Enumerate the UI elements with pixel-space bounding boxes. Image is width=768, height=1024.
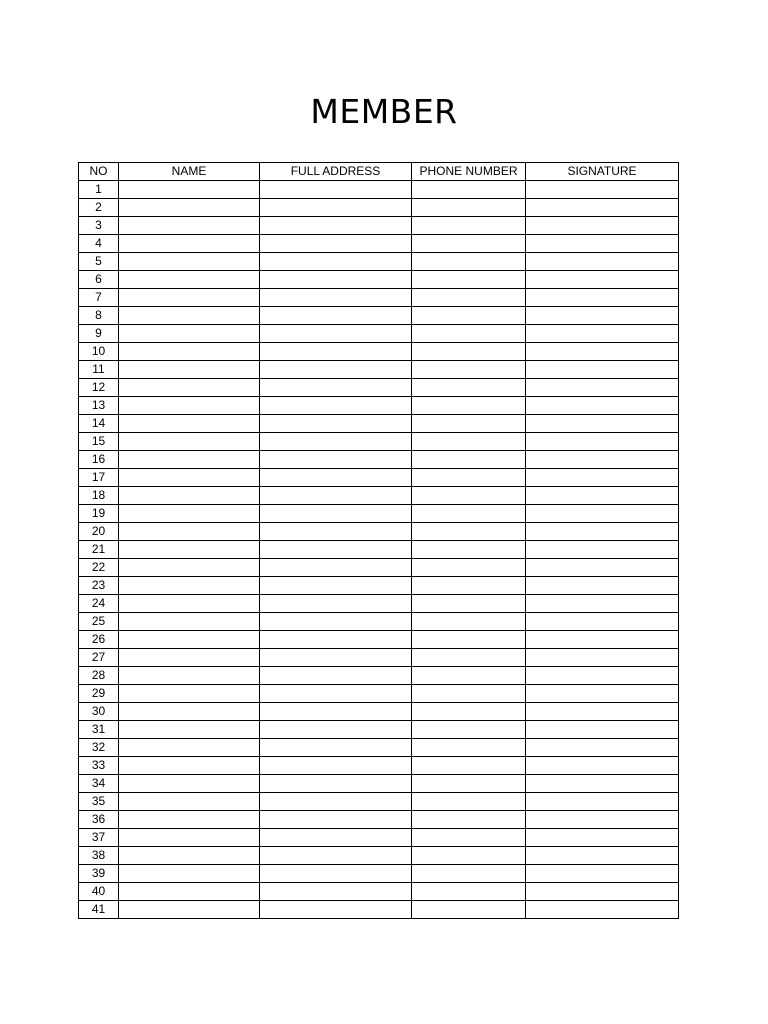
row-number: 28 xyxy=(79,667,119,685)
full-address-cell xyxy=(260,523,412,541)
full-address-cell xyxy=(260,685,412,703)
full-address-cell xyxy=(260,379,412,397)
phone-number-cell xyxy=(412,577,526,595)
row-number: 1 xyxy=(79,181,119,199)
full-address-cell xyxy=(260,199,412,217)
table-row xyxy=(79,631,679,649)
signature-cell xyxy=(526,379,679,397)
page-title: MEMBER xyxy=(310,92,458,131)
row-number: 26 xyxy=(79,631,119,649)
table-row xyxy=(79,235,679,253)
phone-number-cell xyxy=(412,307,526,325)
table-row xyxy=(79,451,679,469)
table-row xyxy=(79,721,679,739)
signature-cell xyxy=(526,433,679,451)
name-cell xyxy=(119,559,260,577)
signature-cell xyxy=(526,415,679,433)
name-cell xyxy=(119,811,260,829)
signature-cell xyxy=(526,343,679,361)
signature-cell xyxy=(526,757,679,775)
table-row xyxy=(79,649,679,667)
full-address-cell xyxy=(260,433,412,451)
signature-cell xyxy=(526,577,679,595)
name-cell xyxy=(119,649,260,667)
row-number: 21 xyxy=(79,541,119,559)
row-number: 18 xyxy=(79,487,119,505)
row-number: 8 xyxy=(79,307,119,325)
table-row xyxy=(79,757,679,775)
name-cell xyxy=(119,775,260,793)
name-cell xyxy=(119,523,260,541)
name-cell xyxy=(119,847,260,865)
table-row xyxy=(79,793,679,811)
phone-number-cell xyxy=(412,235,526,253)
table-row xyxy=(79,541,679,559)
name-cell xyxy=(119,271,260,289)
row-number: 6 xyxy=(79,271,119,289)
member-table xyxy=(78,162,679,919)
signature-cell xyxy=(526,847,679,865)
row-number: 7 xyxy=(79,289,119,307)
row-number: 25 xyxy=(79,613,119,631)
name-cell xyxy=(119,685,260,703)
full-address-cell xyxy=(260,865,412,883)
signature-cell xyxy=(526,469,679,487)
name-cell xyxy=(119,433,260,451)
row-number: 15 xyxy=(79,433,119,451)
name-cell xyxy=(119,325,260,343)
phone-number-cell xyxy=(412,271,526,289)
table-row xyxy=(79,883,679,901)
signature-cell xyxy=(526,505,679,523)
name-cell xyxy=(119,451,260,469)
full-address-cell xyxy=(260,847,412,865)
signature-cell xyxy=(526,865,679,883)
row-number: 23 xyxy=(79,577,119,595)
signature-cell xyxy=(526,829,679,847)
row-number: 9 xyxy=(79,325,119,343)
table-row xyxy=(79,613,679,631)
table-row xyxy=(79,703,679,721)
name-cell xyxy=(119,487,260,505)
name-cell xyxy=(119,469,260,487)
signature-cell xyxy=(526,739,679,757)
phone-number-cell xyxy=(412,199,526,217)
signature-cell xyxy=(526,901,679,919)
name-cell xyxy=(119,217,260,235)
full-address-cell xyxy=(260,397,412,415)
table-row xyxy=(79,901,679,919)
full-address-cell xyxy=(260,649,412,667)
phone-number-cell xyxy=(412,595,526,613)
full-address-cell xyxy=(260,451,412,469)
table-row xyxy=(79,361,679,379)
name-cell xyxy=(119,253,260,271)
phone-number-cell xyxy=(412,811,526,829)
name-cell xyxy=(119,901,260,919)
phone-number-cell xyxy=(412,847,526,865)
table-row xyxy=(79,415,679,433)
full-address-cell xyxy=(260,613,412,631)
row-number: 20 xyxy=(79,523,119,541)
full-address-cell xyxy=(260,739,412,757)
full-address-cell xyxy=(260,217,412,235)
signature-cell xyxy=(526,361,679,379)
row-number: 22 xyxy=(79,559,119,577)
signature-cell xyxy=(526,181,679,199)
name-cell xyxy=(119,343,260,361)
table-row xyxy=(79,397,679,415)
name-cell xyxy=(119,829,260,847)
full-address-cell xyxy=(260,559,412,577)
row-number: 35 xyxy=(79,793,119,811)
signature-cell xyxy=(526,667,679,685)
table-row xyxy=(79,595,679,613)
signature-cell xyxy=(526,271,679,289)
phone-number-cell xyxy=(412,775,526,793)
name-cell xyxy=(119,667,260,685)
phone-number-cell xyxy=(412,433,526,451)
full-address-cell xyxy=(260,181,412,199)
phone-number-cell xyxy=(412,523,526,541)
signature-cell xyxy=(526,487,679,505)
signature-cell xyxy=(526,721,679,739)
row-number: 11 xyxy=(79,361,119,379)
table-header-row xyxy=(79,163,679,181)
full-address-cell xyxy=(260,325,412,343)
full-address-cell xyxy=(260,793,412,811)
signature-cell xyxy=(526,451,679,469)
table-row xyxy=(79,325,679,343)
row-number: 31 xyxy=(79,721,119,739)
name-cell xyxy=(119,289,260,307)
phone-number-cell xyxy=(412,721,526,739)
full-address-cell xyxy=(260,361,412,379)
phone-number-cell xyxy=(412,901,526,919)
signature-cell xyxy=(526,397,679,415)
full-address-cell xyxy=(260,703,412,721)
table-row xyxy=(79,253,679,271)
row-number: 14 xyxy=(79,415,119,433)
name-cell xyxy=(119,199,260,217)
full-address-cell xyxy=(260,505,412,523)
table-row xyxy=(79,343,679,361)
phone-number-cell xyxy=(412,613,526,631)
header-signature: SIGNATURE xyxy=(526,163,679,181)
table-row xyxy=(79,847,679,865)
row-number: 38 xyxy=(79,847,119,865)
phone-number-cell xyxy=(412,667,526,685)
full-address-cell xyxy=(260,883,412,901)
name-cell xyxy=(119,307,260,325)
full-address-cell xyxy=(260,577,412,595)
full-address-cell xyxy=(260,343,412,361)
signature-cell xyxy=(526,217,679,235)
signature-cell xyxy=(526,523,679,541)
phone-number-cell xyxy=(412,865,526,883)
table-row xyxy=(79,505,679,523)
name-cell xyxy=(119,361,260,379)
name-cell xyxy=(119,757,260,775)
row-number: 34 xyxy=(79,775,119,793)
phone-number-cell xyxy=(412,541,526,559)
table-body xyxy=(79,181,679,919)
name-cell xyxy=(119,595,260,613)
full-address-cell xyxy=(260,829,412,847)
name-cell xyxy=(119,577,260,595)
phone-number-cell xyxy=(412,415,526,433)
name-cell xyxy=(119,865,260,883)
full-address-cell xyxy=(260,415,412,433)
row-number: 12 xyxy=(79,379,119,397)
name-cell xyxy=(119,613,260,631)
full-address-cell xyxy=(260,289,412,307)
table-row xyxy=(79,775,679,793)
phone-number-cell xyxy=(412,469,526,487)
full-address-cell xyxy=(260,469,412,487)
signature-cell xyxy=(526,685,679,703)
signature-cell xyxy=(526,811,679,829)
table-row xyxy=(79,559,679,577)
table-row xyxy=(79,523,679,541)
table-row xyxy=(79,379,679,397)
phone-number-cell xyxy=(412,325,526,343)
full-address-cell xyxy=(260,775,412,793)
row-number: 39 xyxy=(79,865,119,883)
table-row xyxy=(79,685,679,703)
name-cell xyxy=(119,181,260,199)
name-cell xyxy=(119,721,260,739)
signature-cell xyxy=(526,631,679,649)
row-number: 16 xyxy=(79,451,119,469)
full-address-cell xyxy=(260,235,412,253)
table-row xyxy=(79,199,679,217)
full-address-cell xyxy=(260,271,412,289)
full-address-cell xyxy=(260,595,412,613)
table-row xyxy=(79,811,679,829)
phone-number-cell xyxy=(412,829,526,847)
phone-number-cell xyxy=(412,451,526,469)
name-cell xyxy=(119,541,260,559)
full-address-cell xyxy=(260,757,412,775)
phone-number-cell xyxy=(412,343,526,361)
table-row xyxy=(79,433,679,451)
row-number: 32 xyxy=(79,739,119,757)
table-row xyxy=(79,577,679,595)
name-cell xyxy=(119,793,260,811)
table-row xyxy=(79,469,679,487)
row-number: 5 xyxy=(79,253,119,271)
signature-cell xyxy=(526,199,679,217)
table-row xyxy=(79,829,679,847)
phone-number-cell xyxy=(412,685,526,703)
phone-number-cell xyxy=(412,703,526,721)
table-row xyxy=(79,739,679,757)
signature-cell xyxy=(526,307,679,325)
row-number: 4 xyxy=(79,235,119,253)
table-row xyxy=(79,289,679,307)
table-row xyxy=(79,307,679,325)
name-cell xyxy=(119,703,260,721)
phone-number-cell xyxy=(412,757,526,775)
phone-number-cell xyxy=(412,631,526,649)
row-number: 29 xyxy=(79,685,119,703)
row-number: 10 xyxy=(79,343,119,361)
row-number: 33 xyxy=(79,757,119,775)
table-row xyxy=(79,487,679,505)
row-number: 3 xyxy=(79,217,119,235)
signature-cell xyxy=(526,703,679,721)
phone-number-cell xyxy=(412,487,526,505)
header-phone-number: PHONE NUMBER xyxy=(412,163,526,181)
table-row xyxy=(79,217,679,235)
name-cell xyxy=(119,235,260,253)
phone-number-cell xyxy=(412,883,526,901)
phone-number-cell xyxy=(412,379,526,397)
row-number: 30 xyxy=(79,703,119,721)
table-row xyxy=(79,271,679,289)
phone-number-cell xyxy=(412,289,526,307)
phone-number-cell xyxy=(412,559,526,577)
name-cell xyxy=(119,739,260,757)
row-number: 17 xyxy=(79,469,119,487)
signature-cell xyxy=(526,559,679,577)
full-address-cell xyxy=(260,541,412,559)
header-name: NAME xyxy=(119,163,260,181)
signature-cell xyxy=(526,325,679,343)
phone-number-cell xyxy=(412,649,526,667)
signature-cell xyxy=(526,235,679,253)
full-address-cell xyxy=(260,901,412,919)
row-number: 24 xyxy=(79,595,119,613)
signature-cell xyxy=(526,289,679,307)
row-number: 13 xyxy=(79,397,119,415)
name-cell xyxy=(119,505,260,523)
phone-number-cell xyxy=(412,505,526,523)
row-number: 37 xyxy=(79,829,119,847)
header-full-address: FULL ADDRESS xyxy=(260,163,412,181)
signature-cell xyxy=(526,775,679,793)
name-cell xyxy=(119,883,260,901)
full-address-cell xyxy=(260,253,412,271)
phone-number-cell xyxy=(412,739,526,757)
signature-cell xyxy=(526,649,679,667)
phone-number-cell xyxy=(412,793,526,811)
full-address-cell xyxy=(260,721,412,739)
full-address-cell xyxy=(260,667,412,685)
header-no: NO xyxy=(79,163,119,181)
full-address-cell xyxy=(260,487,412,505)
row-number: 2 xyxy=(79,199,119,217)
full-address-cell xyxy=(260,631,412,649)
row-number: 19 xyxy=(79,505,119,523)
phone-number-cell xyxy=(412,253,526,271)
name-cell xyxy=(119,397,260,415)
signature-cell xyxy=(526,883,679,901)
signature-cell xyxy=(526,253,679,271)
phone-number-cell xyxy=(412,181,526,199)
full-address-cell xyxy=(260,811,412,829)
phone-number-cell xyxy=(412,217,526,235)
signature-cell xyxy=(526,595,679,613)
table-row xyxy=(79,181,679,199)
full-address-cell xyxy=(260,307,412,325)
row-number: 36 xyxy=(79,811,119,829)
signature-cell xyxy=(526,541,679,559)
name-cell xyxy=(119,631,260,649)
table-row xyxy=(79,667,679,685)
phone-number-cell xyxy=(412,397,526,415)
row-number: 27 xyxy=(79,649,119,667)
signature-cell xyxy=(526,793,679,811)
phone-number-cell xyxy=(412,361,526,379)
row-number: 41 xyxy=(79,901,119,919)
name-cell xyxy=(119,415,260,433)
table-row xyxy=(79,865,679,883)
row-number: 40 xyxy=(79,883,119,901)
signature-cell xyxy=(526,613,679,631)
name-cell xyxy=(119,379,260,397)
